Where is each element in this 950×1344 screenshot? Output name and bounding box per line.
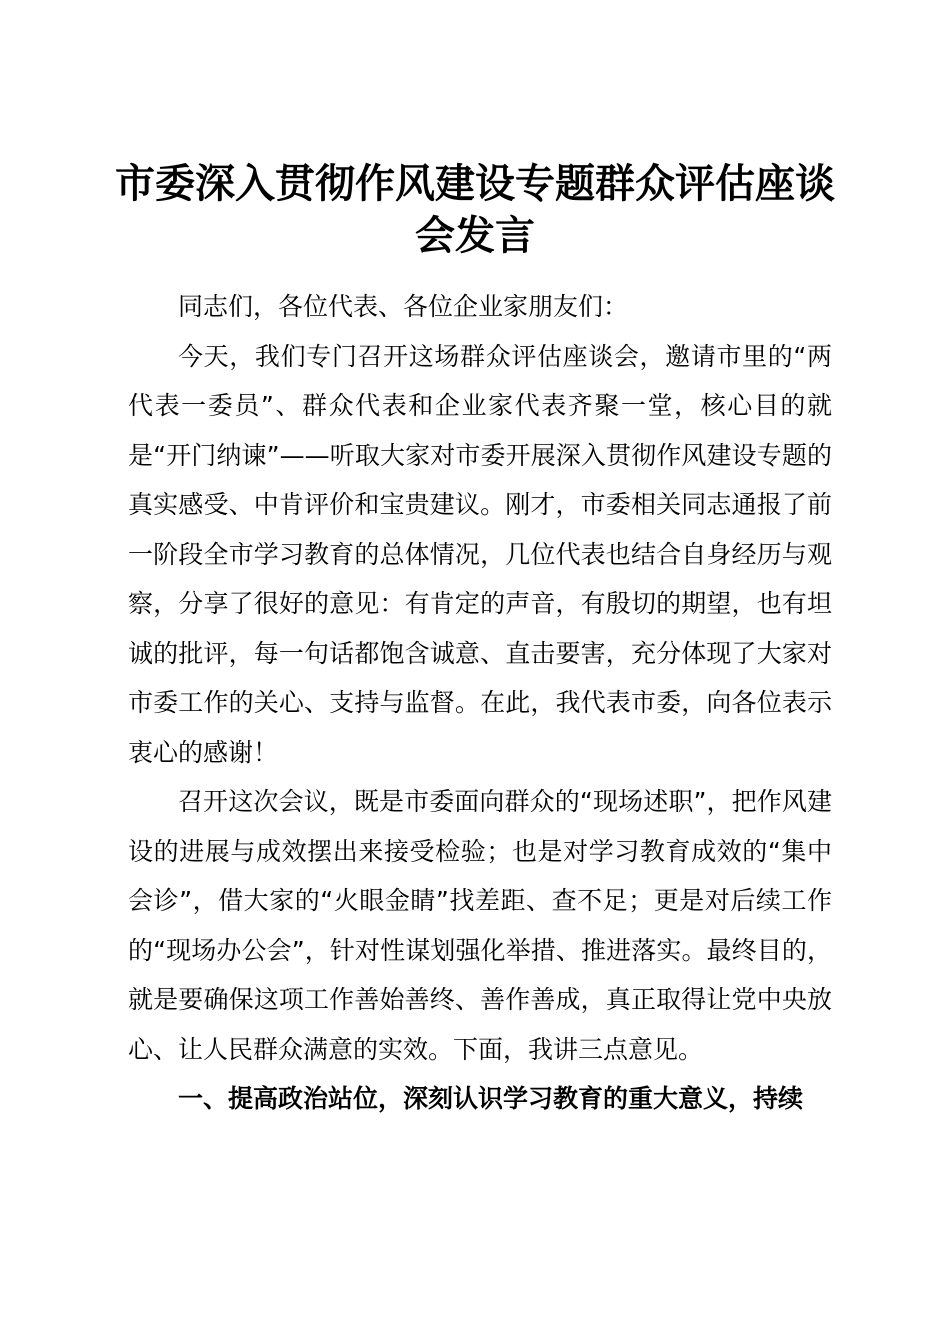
section-heading: 一、提高政治站位，深刻认识学习教育的重大意义，持续: [178, 1084, 804, 1113]
body-paragraph: 召开这次会议，既是市委面向群众的“现场述职”，把作风建设的进展与成效摆出来接受检验；也是对学习教育成效的“集中会诊”，借大家的“火眼金睛”找差距、查不足；更是对后续工作的“现场办公会”，针对性谋划强化举措、推进落实。最终目的，就是要确保这项工作善始善终、善作善成，真正取得让党中央放心、让人民群众满意的实效。下面，我讲三点意见。: [128, 787, 832, 1064]
document-title: 市委深入贯彻作风建设专题群众评估座谈会发言: [115, 160, 835, 259]
salutation: 同志们，各位代表、各位企业家朋友们：: [178, 292, 629, 321]
document-body: [128, 282, 832, 1124]
body-paragraph: 今天，我们专门召开这场群众评估座谈会，邀请市里的“两代表一委员”、群众代表和企业家代表齐聚一堂，核心目的就是“开门纳谏”——听取大家对市委开展深入贯彻作风建设专题的真实感受、中肯评价和宝贵建议。刚才，市委相关同志通报了前一阶段全市学习教育的总体情况，几位代表也结合自身经历与观察，分享了很好的意见：有肯定的声音，有殷切的期望，也有坦诚的批评，每一句话都饱含诚意、直击要害，充分体现了大家对市委工作的关心、支持与监督。在此，我代表市委，向各位表示衷心的感谢！: [128, 341, 832, 767]
